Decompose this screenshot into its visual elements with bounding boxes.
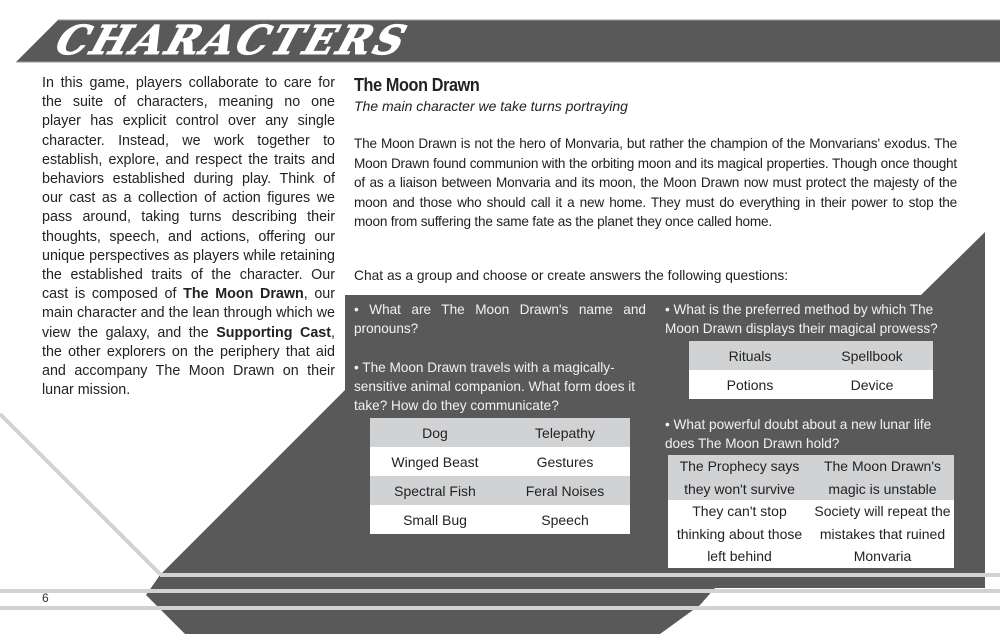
table-row [668,455,954,500]
option-cell[interactable]: Telepathy [500,418,630,447]
companion-options-table [370,418,630,534]
option-cell[interactable]: Potions [689,370,811,399]
option-cell[interactable]: Dog [370,418,500,447]
option-cell[interactable]: Device [811,370,933,399]
option-cell[interactable]: Winged Beast [370,447,500,476]
table-row [668,500,954,568]
question-magical-prowess: • What is the preferred method by which The Moon Drawn displays their magical prowess? [665,302,938,336]
option-cell[interactable]: The Prophecy says they won't survive [668,455,811,500]
option-cell[interactable]: Small Bug [370,505,500,534]
table-row [689,341,933,370]
option-cell[interactable]: Speech [500,505,630,534]
table-row [370,447,630,476]
option-cell[interactable]: Society will repeat the mistakes that ruined Monvaria [811,500,954,568]
option-cell[interactable]: Spectral Fish [370,476,500,505]
option-cell[interactable]: Feral Noises [500,476,630,505]
prowess-options-table [689,341,933,399]
option-cell[interactable]: They can't stop thinking about those left behind [668,500,811,568]
intro-bold-supporting-cast: Supporting Cast [216,324,332,341]
table-row [370,476,630,505]
intro-text-1: In this game, players collaborate to care for the suite of characters, meaning no one player has explicit control over any single character. Instead, we work together to establish, explore, and respect the traits and behaviors established during play. Think of our cast as a collection of action figures we pass around, taking turns describing their thoughts, speech, and actions, offering our unique perspectives as players while retaining the established traits of the character. Our cast is composed of [42,75,335,303]
option-cell[interactable]: The Moon Drawn's magic is unstable [811,455,954,500]
option-cell[interactable]: Spellbook [811,341,933,370]
character-description: The Moon Drawn is not the hero of Monvaria, but rather the champion of the Monvarians' exodus. The Moon Drawn found communion with the orbiting moon and its magical properties. Though once thought of as a liaison between Monvaria and its moon, the Moon Drawn now must protect the majesty of the moon and those who should call it a new home. They must do everything in their power to stop the moon from suffering the same fate as the planet they once called home. [354,136,957,229]
table-row [689,370,933,399]
intro-paragraph [42,74,335,400]
doubt-options-table [668,455,954,568]
intro-text-3: , the other explorers on the periphery that aid and accompany The Moon Drawn on their lunar mission. [42,324,335,399]
intro-text-2: , our main character and the lean through which we view the galaxy, and the [42,286,335,341]
question-powerful-doubt: • What powerful doubt about a new lunar life does The Moon Drawn hold? [665,417,932,451]
table-row [370,505,630,534]
option-cell[interactable]: Rituals [689,341,811,370]
table-row [370,418,630,447]
questions-prompt: Chat as a group and choose or create answers the following questions: [354,268,789,283]
character-header [354,74,974,116]
option-cell[interactable]: Gestures [500,447,630,476]
section-title: CHARACTERS [50,16,415,64]
page-number: 6 [42,591,49,605]
decor-diagonal-line [0,414,160,574]
character-subtitle: The main character we take turns portraying [354,98,628,114]
intro-bold-moon-drawn: The Moon Drawn [183,286,304,303]
question-animal-companion: • The Moon Drawn travels with a magically-sensitive animal companion. What form does it take? How do they communicate? [354,360,636,413]
character-name: The Moon Drawn [354,75,480,95]
question-name-pronouns: • What are The Moon Drawn's name and pronouns? [354,302,646,336]
